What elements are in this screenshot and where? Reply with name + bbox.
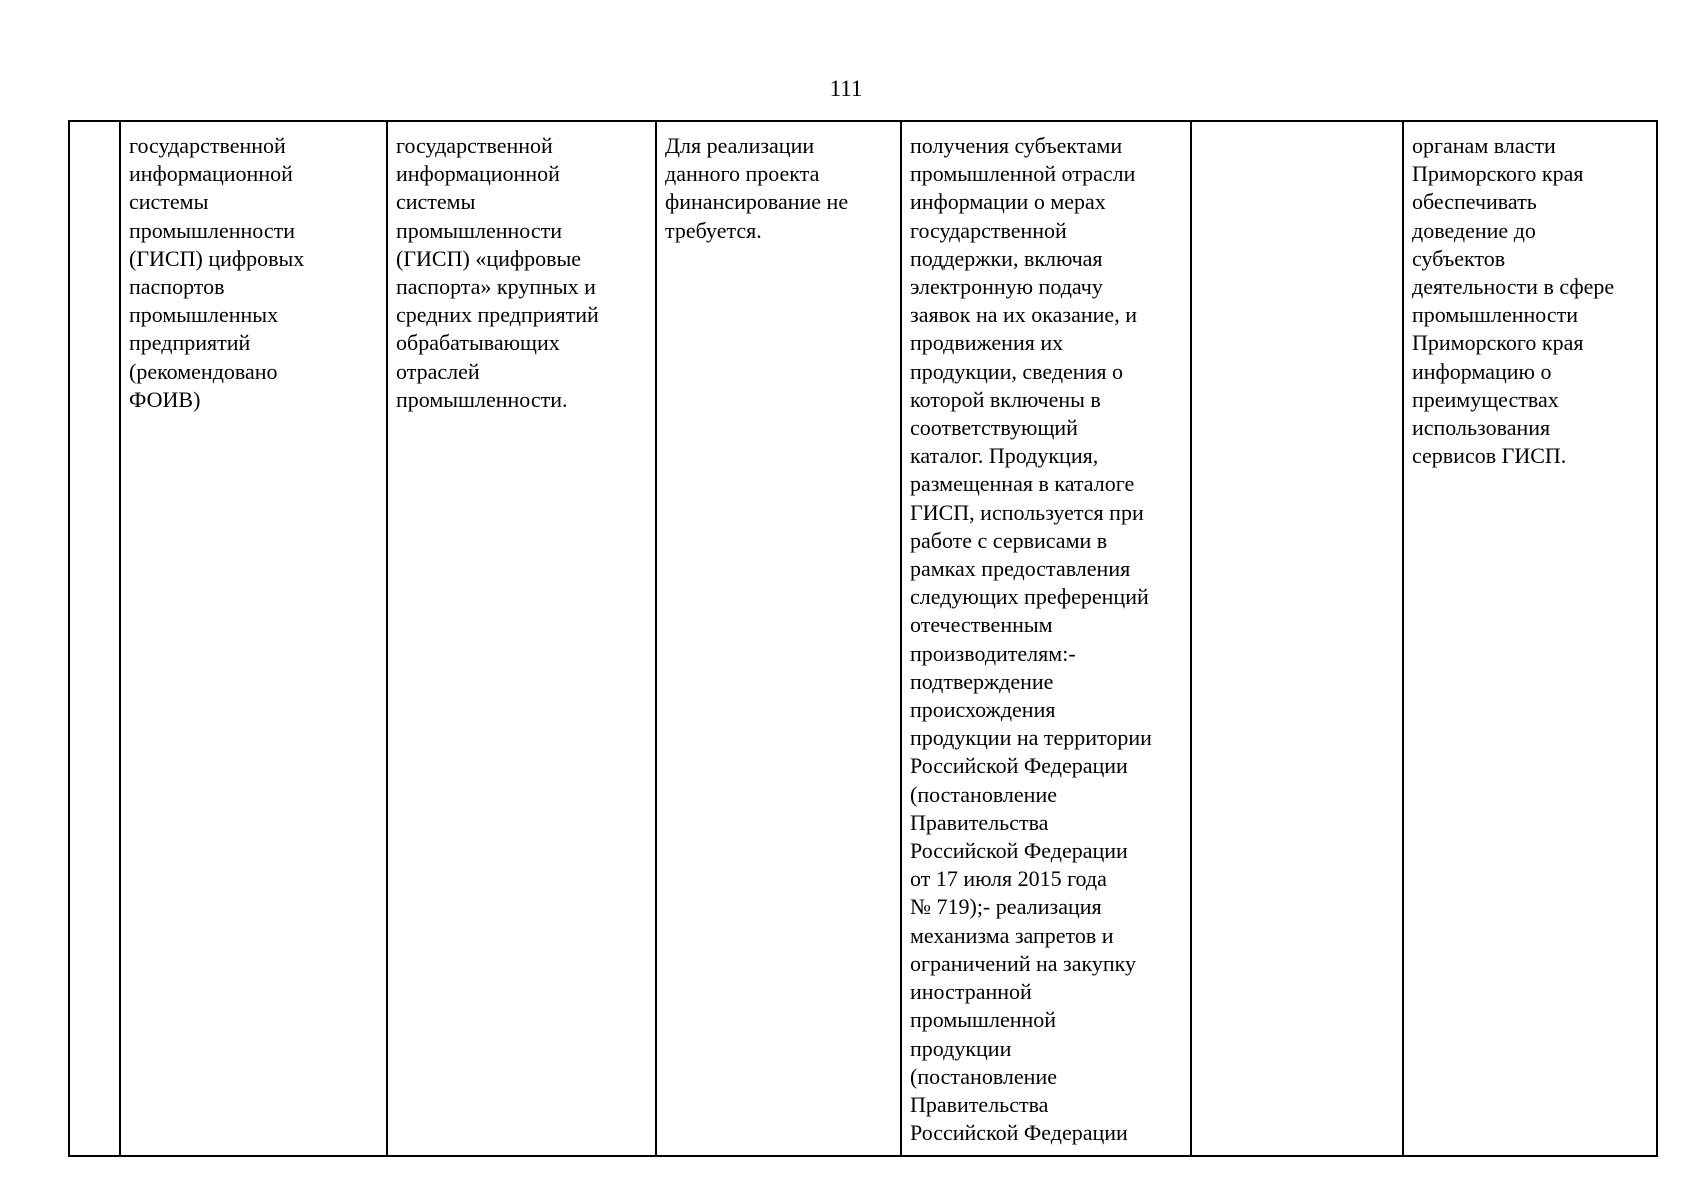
cell-text: государственной информационной системы промышленности (ГИСП) цифровых паспортов промышленных предприятий (рекомендовано ФОИВ) — [129, 133, 305, 412]
table-cell-measure — [120, 121, 387, 1156]
table-cell-financing — [656, 121, 901, 1156]
cell-text: Для реализации данного проекта финансирование не требуется. — [665, 133, 849, 243]
table-cell-notes — [1403, 121, 1657, 1156]
table-row — [69, 121, 1657, 1156]
table-cell-description — [901, 121, 1191, 1156]
table-cell-number — [69, 121, 120, 1156]
table-cell-result — [387, 121, 656, 1156]
cell-text: получения субъектами промышленной отрасли информации о мерах государственной поддержки, включая электронную подачу заявок на их оказание, и продвижения их продукции, сведения о которой включены в соответствующий каталог. Продукция, размещенная в каталоге ГИСП, используется при работе с сервисами в рамках предоставления следующих преференций отечественным производителям:- подтверждение происхождения продукции на территории Российской Федерации (постановление Правительства Российской Федерации от 17 июля 2015 года № 719);- реализация механизма запретов и ограничений на закупку иностранной промышленной продукции (постановление Правительства Российской Федерации — [910, 133, 1152, 1146]
cell-text: органам власти Приморского края обеспечивать доведение до субъектов деятельности в сфере промышленности Приморского края информацию о преимуществах использования сервисов ГИСП. — [1412, 133, 1615, 469]
cell-text: государственной информационной системы промышленности (ГИСП) «цифровые паспорта» крупных и средних предприятий обрабатывающих отраслей промышленности. — [396, 133, 599, 412]
page-number: 111 — [829, 76, 863, 101]
document-table — [68, 120, 1658, 1157]
table-cell-empty — [1191, 121, 1403, 1156]
